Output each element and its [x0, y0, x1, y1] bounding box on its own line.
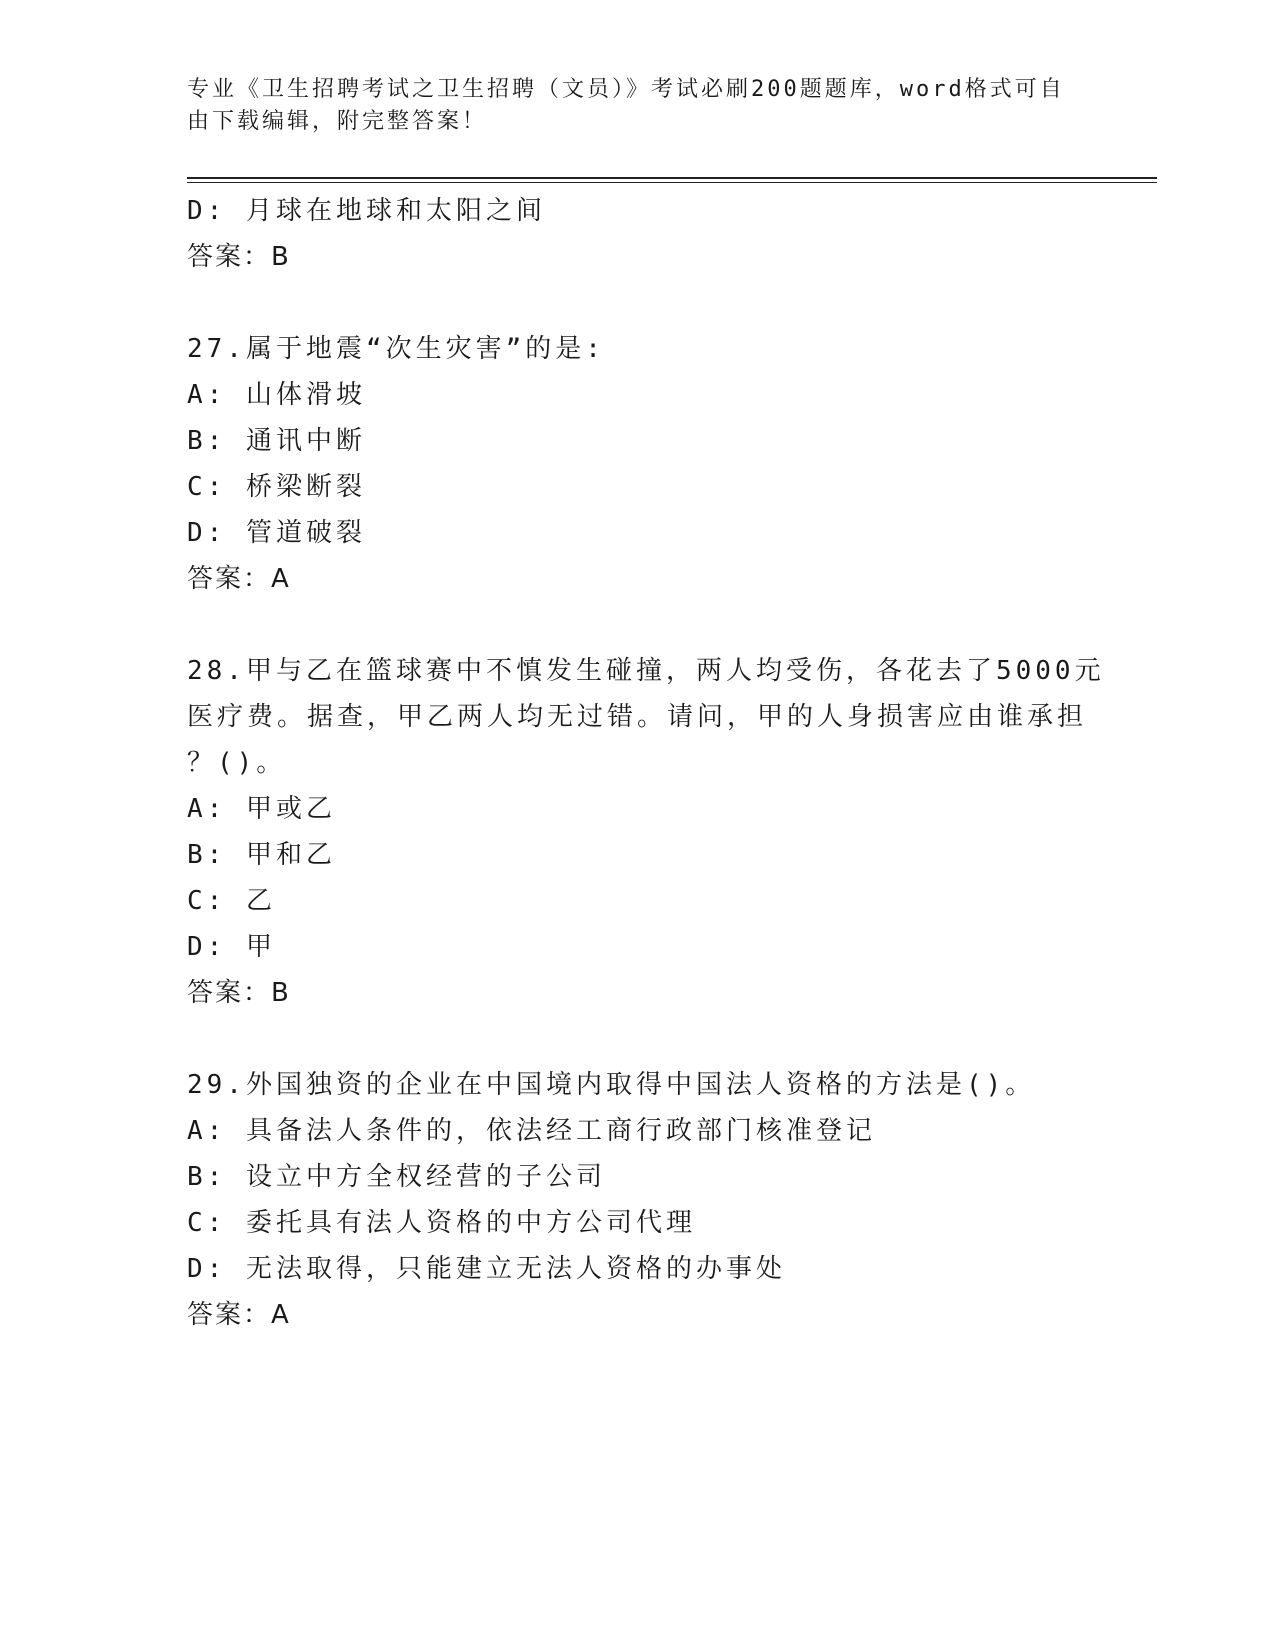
question-28-option-a: A: 甲或乙 [187, 794, 336, 824]
question-27 [187, 326, 1067, 602]
question-28-text-line-2: 医疗费。据查，甲乙两人均无过错。请问，甲的人身损害应由谁承担 [187, 702, 1088, 732]
question-29-option-b: B: 设立中方全权经营的子公司 [187, 1162, 606, 1192]
header-divider-thin [187, 182, 1157, 183]
question-27-option-c: C: 桥梁断裂 [187, 472, 366, 502]
question-29-option-a: A: 具备法人条件的，依法经工商行政部门核准登记 [187, 1116, 876, 1146]
question-29-option-c: C: 委托具有法人资格的中方公司代理 [187, 1208, 696, 1238]
question-27-text: 27.属于地震“次生灾害”的是: [187, 334, 605, 364]
question-29-text: 29.外国独资的企业在中国境内取得中国法人资格的方法是()。 [187, 1070, 1036, 1100]
spacer [187, 602, 1067, 648]
header-line-1: 专业《卫生招聘考试之卫生招聘（文员）》考试必刷200题题库，word格式可自 [187, 77, 1065, 102]
question-28-option-d: D: 甲 [187, 932, 276, 962]
prev-answer: 答案：B [187, 242, 291, 272]
question-27-option-b: B: 通讯中断 [187, 426, 366, 456]
question-28 [187, 648, 1105, 1016]
question-28-answer: 答案：B [187, 978, 291, 1008]
header-line-2: 由下载编辑，附完整答案！ [187, 109, 488, 134]
question-28-option-c: C: 乙 [187, 886, 276, 916]
question-29 [187, 1062, 1067, 1338]
question-27-option-a: A: 山体滑坡 [187, 380, 366, 410]
question-28-text-line-1: 28.甲与乙在篮球赛中不慎发生碰撞，两人均受伤，各花去了5000元 [187, 656, 1105, 686]
prev-option-d: D: 月球在地球和太阳之间 [187, 196, 546, 226]
question-27-answer: 答案：A [187, 564, 291, 594]
spacer [187, 280, 1067, 326]
question-28-option-b: B: 甲和乙 [187, 840, 336, 870]
question-content [187, 188, 1105, 1338]
question-27-option-d: D: 管道破裂 [187, 518, 366, 548]
question-28-text-line-3: ？()。 [187, 748, 287, 778]
question-29-answer: 答案：A [187, 1300, 291, 1330]
page-header [187, 74, 1077, 138]
spacer [187, 1016, 1067, 1062]
question-29-option-d: D: 无法取得，只能建立无法人资格的办事处 [187, 1254, 786, 1284]
header-divider-thick [187, 177, 1157, 179]
